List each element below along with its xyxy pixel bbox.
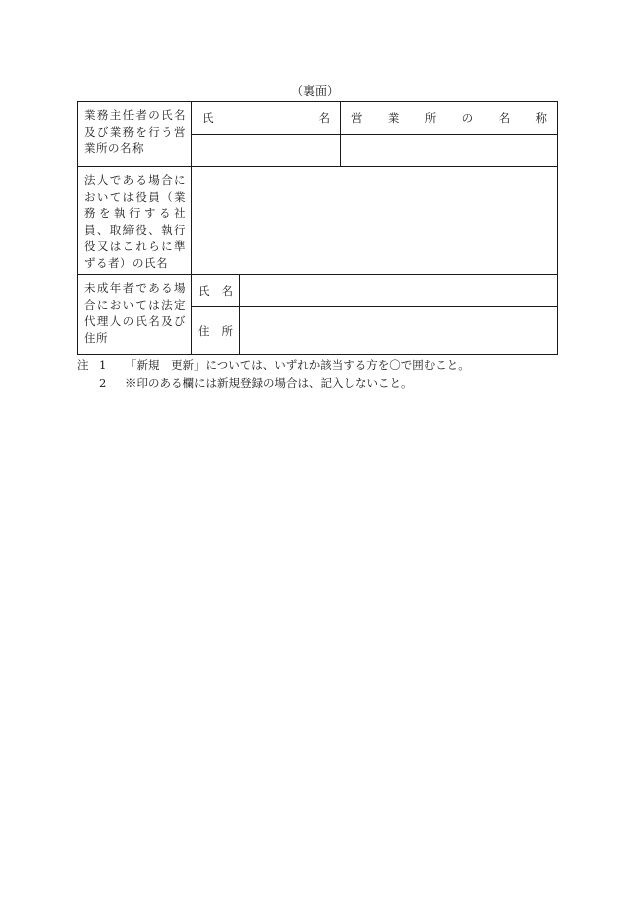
officers-input-cell[interactable]	[192, 167, 558, 275]
office-name-input-cell[interactable]	[341, 135, 558, 167]
page-title: （裏面）	[290, 84, 339, 98]
office-header-char-5: 名	[498, 111, 511, 125]
representative-name-input-cell[interactable]	[240, 275, 558, 307]
rep-address-char-2: 所	[221, 323, 233, 338]
registration-form-table	[77, 101, 558, 355]
rep-name-char-2: 名	[221, 283, 233, 298]
representative-name-label	[192, 275, 240, 307]
manager-name-header	[192, 102, 341, 135]
note-number: 2	[99, 376, 107, 390]
note-item	[77, 356, 470, 374]
office-header-char-6: 称	[535, 111, 547, 125]
officers-label: 法人である場合においては役員（業務を執行する社員、取締役、執行役又はこれらに準ずる者）の氏名	[78, 167, 192, 275]
representative-address-label	[192, 307, 240, 355]
note-text: ※印のある欄には新規登録の場合は、記入しないこと。	[125, 376, 413, 390]
rep-address-char-1: 住	[198, 323, 210, 338]
notes-prefix: 注	[77, 358, 89, 372]
manager-name-input-cell[interactable]	[192, 135, 341, 167]
office-header-char-4: の	[461, 111, 474, 125]
office-name-header	[341, 102, 558, 135]
note-text: 「新規 更新」については、いずれか該当する方を〇で囲むこと。	[125, 358, 470, 372]
representative-address-input-cell[interactable]	[240, 307, 558, 355]
office-header-char-2: 業	[387, 111, 400, 125]
note-item	[77, 374, 470, 392]
legal-representative-label: 未成年者である場合においては法定代理人の氏名及び住所	[78, 275, 192, 355]
manager-label: 業務主任者の氏名及び業務を行う営業所の名称	[78, 102, 192, 167]
note-number: 1	[99, 358, 107, 372]
name-header-char-1: 氏	[202, 111, 214, 125]
rep-name-char-1: 氏	[198, 283, 210, 298]
notes	[77, 356, 470, 392]
office-header-char-3: 所	[424, 111, 437, 125]
name-header-char-2: 名	[318, 111, 330, 125]
office-header-char-1: 営	[351, 111, 363, 125]
